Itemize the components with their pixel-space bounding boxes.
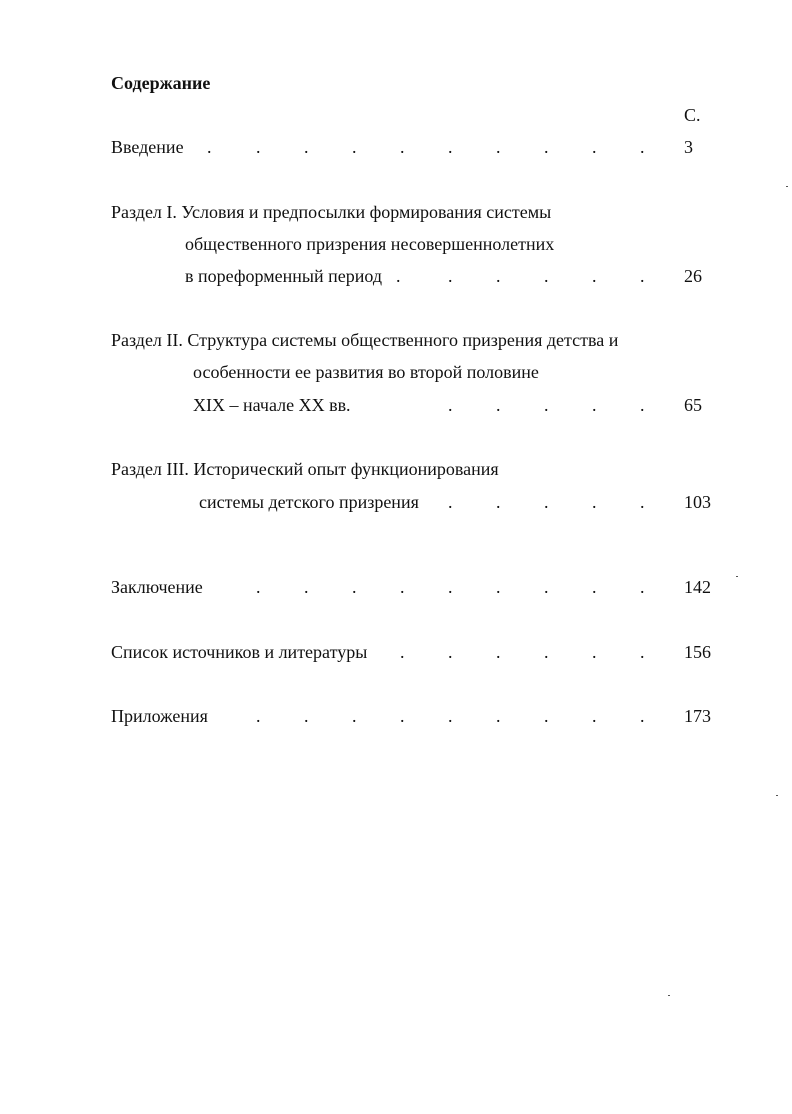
leader-dot: .	[592, 642, 597, 662]
leader-dot: .	[592, 577, 597, 597]
leader-dot: .	[448, 395, 453, 415]
leader-dot: .	[640, 137, 645, 157]
leader-dot: .	[592, 266, 597, 286]
dot-leader	[0, 705, 792, 727]
leader-dot: .	[544, 266, 549, 286]
toc-title: Содержание	[111, 73, 211, 93]
leader-dot: .	[640, 577, 645, 597]
toc-entry-text: Введение	[111, 137, 184, 157]
leader-dot: .	[207, 137, 212, 157]
toc-entry-text: Приложения	[111, 706, 208, 726]
toc-page-number: 26	[684, 266, 702, 286]
toc-entry-text: особенности ее развития во второй половине	[193, 362, 539, 382]
leader-dot: .	[448, 577, 453, 597]
leader-dot: .	[544, 492, 549, 512]
leader-dot: .	[256, 706, 261, 726]
leader-dot: .	[448, 706, 453, 726]
dot-leader	[0, 491, 792, 513]
toc-entry-text: Раздел I. Условия и предпосылки формирования системы	[111, 202, 552, 222]
leader-dot: .	[496, 395, 501, 415]
leader-dot: .	[256, 577, 261, 597]
leader-dot: .	[400, 706, 405, 726]
leader-dot: .	[544, 642, 549, 662]
dot-leader	[0, 576, 792, 598]
leader-dot: .	[544, 706, 549, 726]
leader-dot: .	[256, 137, 261, 157]
toc-page-number: 103	[684, 492, 711, 512]
leader-dot: .	[304, 706, 309, 726]
dot-leader	[0, 394, 792, 416]
leader-dot: .	[396, 266, 401, 286]
leader-dot: .	[496, 492, 501, 512]
leader-dot: .	[592, 706, 597, 726]
toc-entry-text: XIX – начале XX вв.	[193, 395, 351, 415]
dot-leader	[0, 265, 792, 287]
toc-page-number: 173	[684, 706, 711, 726]
leader-dot: .	[496, 706, 501, 726]
leader-dot: .	[352, 137, 357, 157]
leader-dot: .	[640, 642, 645, 662]
scan-speck	[786, 186, 788, 187]
dot-leader	[0, 641, 792, 663]
scan-speck	[668, 995, 670, 996]
leader-dot: .	[592, 492, 597, 512]
leader-dot: .	[496, 266, 501, 286]
leader-dot: .	[496, 642, 501, 662]
toc-page-number: 142	[684, 577, 711, 597]
leader-dot: .	[304, 577, 309, 597]
toc-page-number: 65	[684, 395, 702, 415]
leader-dot: .	[448, 642, 453, 662]
leader-dot: .	[496, 137, 501, 157]
leader-dot: .	[544, 577, 549, 597]
leader-dot: .	[400, 577, 405, 597]
leader-dot: .	[352, 706, 357, 726]
leader-dot: .	[448, 137, 453, 157]
leader-dot: .	[640, 492, 645, 512]
page-column-label: С.	[684, 105, 701, 125]
toc-page-number: 156	[684, 642, 711, 662]
toc-entry-text: Раздел II. Структура системы общественного призрения детства и	[111, 330, 619, 350]
leader-dot: .	[544, 137, 549, 157]
leader-dot: .	[400, 642, 405, 662]
leader-dot: .	[592, 395, 597, 415]
toc-entry-text: общественного призрения несовершеннолетних	[185, 234, 555, 254]
leader-dot: .	[640, 266, 645, 286]
leader-dot: .	[448, 492, 453, 512]
toc-entry-text: Раздел III. Исторический опыт функционирования	[111, 459, 499, 479]
dot-leader	[0, 136, 792, 158]
leader-dot: .	[304, 137, 309, 157]
leader-dot: .	[640, 395, 645, 415]
toc-entry-text: Список источников и литературы	[111, 642, 368, 662]
leader-dot: .	[544, 395, 549, 415]
leader-dot: .	[592, 137, 597, 157]
toc-entry-text: Заключение	[111, 577, 203, 597]
leader-dot: .	[640, 706, 645, 726]
leader-dot: .	[400, 137, 405, 157]
toc-page-number: 3	[684, 137, 693, 157]
leader-dot: .	[496, 577, 501, 597]
scan-speck	[736, 576, 738, 577]
toc-entry-text: в пореформенный период	[185, 266, 382, 286]
leader-dot: .	[352, 577, 357, 597]
leader-dot: .	[448, 266, 453, 286]
scan-speck	[776, 795, 778, 796]
toc-entry-text: системы детского призрения	[199, 492, 419, 512]
